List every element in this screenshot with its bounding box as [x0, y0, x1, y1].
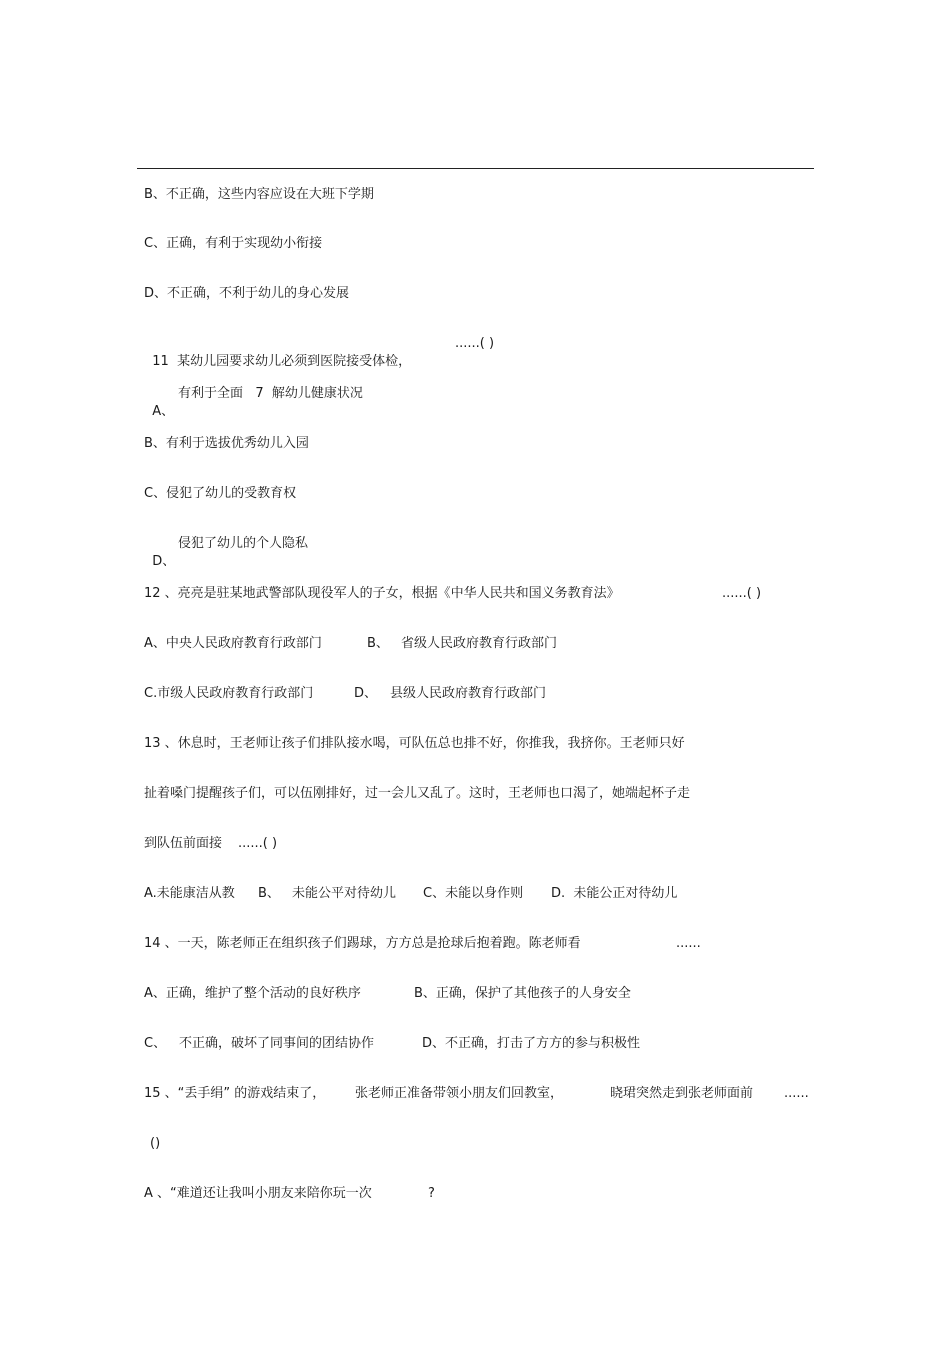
question-11-blank: ......( ) — [455, 336, 495, 351]
header-rule — [137, 168, 814, 169]
question-11-text: 11 某幼儿园要求幼儿必须到医院接受体检， — [152, 354, 412, 369]
question-11 — [144, 335, 411, 371]
question-12: 12 、亮亮是驻某地武警部队现役军人的子女，根据《中华人民共和国义务教育法》 — [144, 586, 620, 601]
question-12-option-d-letter: D、 — [354, 686, 378, 701]
question-13-option-b-letter: B、 — [258, 886, 280, 901]
question-12-option-b-letter: B、 — [367, 636, 389, 651]
option-d: D、不正确，不利于幼儿的身心发展 — [144, 286, 350, 301]
option-text: 有利于全面 7 解幼儿健康状况 — [178, 386, 363, 401]
option-letter: A、 — [152, 404, 175, 419]
option-letter: D、 — [152, 554, 176, 569]
question-11-option-b: B、有利于选拔优秀幼儿入园 — [144, 436, 309, 451]
question-13-option-a: A.未能康洁从教 — [144, 886, 235, 901]
question-13-line-3: 到队伍前面接 — [144, 836, 223, 851]
question-12-option-c: C.市级人民政府教育行政部门 — [144, 686, 314, 701]
question-11-option-c: C、侵犯了幼儿的受教育权 — [144, 486, 297, 501]
question-15-part-3: 晓珺突然走到张老师面前 — [610, 1086, 754, 1101]
question-12-option-a: A、中央人民政府教育行政部门 — [144, 636, 322, 651]
question-15-option-a-mark: ? — [428, 1186, 435, 1201]
question-13-blank: ......( ) — [238, 836, 278, 851]
question-13-option-d: D. 未能公正对待幼儿 — [551, 886, 678, 901]
option-c: C、正确，有利于实现幼小衔接 — [144, 236, 323, 251]
question-14-option-d: D、不正确，打击了方方的参与积极性 — [422, 1036, 641, 1051]
question-15-paren: () — [150, 1136, 161, 1151]
question-11-option-d — [144, 535, 175, 571]
question-15-blank: ...... — [784, 1086, 809, 1101]
question-14-option-c-letter: C、 — [144, 1036, 167, 1051]
question-15-part-2: 张老师正准备带领小朋友们回教室， — [355, 1086, 564, 1101]
question-13-line-1: 13 、休息时，王老师让孩子们排队接水喝，可队伍总也排不好，你推我，我挤你。王老师只好 — [144, 736, 685, 751]
question-14-option-b: B、正确，保护了其他孩子的人身安全 — [414, 986, 631, 1001]
question-11-option-a — [144, 385, 174, 421]
question-12-option-b: 省级人民政府教育行政部门 — [401, 636, 558, 651]
option-text: 侵犯了幼儿的个人隐私 — [178, 536, 309, 551]
question-13-option-c: C、未能以身作则 — [423, 886, 524, 901]
option-b: B、不正确，这些内容应设在大班下学期 — [144, 187, 374, 202]
question-15-part-1: 15 、“丢手绢” 的游戏结束了， — [144, 1086, 326, 1101]
question-14-option-a: A、正确，维护了整个活动的良好秩序 — [144, 986, 361, 1001]
question-14: 14 、一天，陈老师正在组织孩子们踢球，方方总是抢球后抱着跑。陈老师看 — [144, 936, 581, 951]
question-12-blank: ......( ) — [722, 586, 762, 601]
question-12-option-d: 县级人民政府教育行政部门 — [390, 686, 547, 701]
question-13-option-b: 未能公平对待幼儿 — [292, 886, 397, 901]
question-14-option-c: 不正确，破坏了同事间的团结协作 — [179, 1036, 375, 1051]
question-15-option-a: A 、“难道还让我叫小朋友来陪你玩一次 — [144, 1186, 372, 1201]
question-14-blank: ...... — [676, 936, 701, 951]
question-13-line-2: 扯着嗓门提醒孩子们，可以伍刚排好，过一会儿又乱了。这时，王老师也口渴了，她端起杯子走 — [144, 786, 691, 801]
